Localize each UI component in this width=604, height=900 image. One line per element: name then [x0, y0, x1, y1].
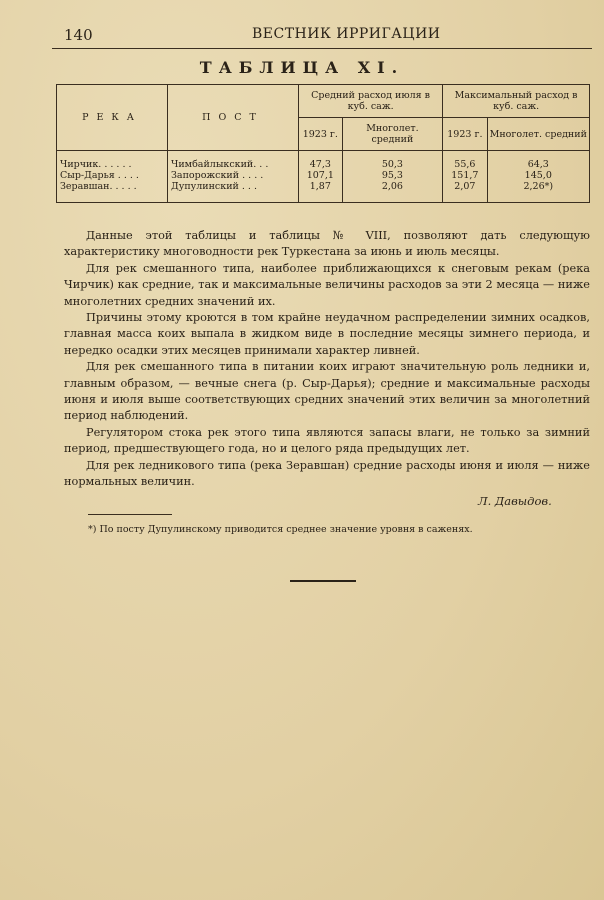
- header-rule: [52, 48, 592, 49]
- cell-avg-long: 50,3: [342, 151, 443, 171]
- cell-station: Запорожский . . . .: [168, 170, 299, 181]
- table-row: [57, 151, 590, 171]
- cell-max-1923: 55,6: [443, 151, 487, 171]
- paragraph: Причины этому кроются в том крайне неудачном распределении зимних осадков, главная масса коих выпала в жидком виде в последние месяцы зимнего периода, и нередко осадки этих месяцев принимали характер ливней.: [64, 311, 590, 357]
- table-title: ТАБЛИЦА XI.: [199, 58, 405, 77]
- cell-avg-1923: 107,1: [299, 170, 343, 181]
- cell-avg-1923: 1,87: [299, 181, 343, 203]
- data-table: [56, 84, 590, 203]
- footnote-rule: [88, 514, 172, 515]
- cell-river: Зеравшан. . . . .: [57, 181, 168, 203]
- cell-river: Чирчик. . . . . .: [57, 151, 168, 171]
- cell-max-1923: 151,7: [443, 170, 487, 181]
- cell-avg-long: 2,06: [342, 181, 443, 203]
- author-signature: Л. Давыдов.: [478, 494, 552, 508]
- paragraph: Для рек смешанного типа в питании коих играют значительную роль ледники и, главным образом, — вечные снега (р. Сыр-Дарья); средние и максимальные расходы июня и июля выше соответствующих средних значений этих величин за многолетний период наблюдений.: [64, 360, 590, 423]
- header-station: ПОСТ: [168, 85, 299, 151]
- cell-max-1923: 2,07: [443, 181, 487, 203]
- article-body: [64, 228, 590, 491]
- paragraph: Данные этой таблицы и таблицы № VIII, позволяют дать следующую характеристику многоводности рек Туркестана за июнь и июль месяцы.: [64, 229, 590, 259]
- header-avg-long: Многолет. средний: [342, 118, 443, 151]
- header-max-1923: 1923 г.: [443, 118, 487, 151]
- header-max-group: Максимальный расход в куб. саж.: [443, 85, 590, 118]
- cell-avg-1923: 47,3: [299, 151, 343, 171]
- paragraph: Для рек ледникового типа (река Зеравшан) средние расходы июня и июля — ниже нормальных величин.: [64, 458, 590, 489]
- header-max-long: Многолет. средний: [487, 118, 589, 151]
- journal-title: ВЕСТНИК ИРРИГАЦИИ: [252, 26, 441, 42]
- cell-avg-long: 95,3: [342, 170, 443, 181]
- cell-station: Дупулинский . . .: [168, 181, 299, 203]
- paragraph: Для рек смешанного типа, наиболее приближающихся к снеговым рекам (река Чирчик) как средние, так и максимальные величины расходов за эти 2 месяца — ниже многолетних средних значений их.: [64, 261, 590, 308]
- table-row: [57, 170, 590, 181]
- paragraph: Регулятором стока рек этого типа являются запасы влаги, не только за зимний период, предшествующего года, но и целого ряда предыдущих лет.: [64, 425, 590, 456]
- cell-river: Сыр-Дарья . . . .: [57, 170, 168, 181]
- running-header: [52, 26, 592, 46]
- header-river: РЕКА: [57, 85, 168, 151]
- table-row: [57, 181, 590, 203]
- header-avg-1923: 1923 г.: [299, 118, 343, 151]
- footnote: *) По посту Дупулинскому приводится среднее значение уровня в саженях.: [88, 524, 473, 535]
- cell-max-long: 64,3: [487, 151, 589, 171]
- page-number: 140: [64, 26, 93, 44]
- cell-max-long: 145,0: [487, 170, 589, 181]
- cell-max-long: 2,26*): [487, 181, 589, 203]
- end-rule: [290, 580, 356, 582]
- cell-station: Чимбайлыкский. . .: [168, 151, 299, 171]
- header-avg-group: Средний расход июля в куб. саж.: [299, 85, 443, 118]
